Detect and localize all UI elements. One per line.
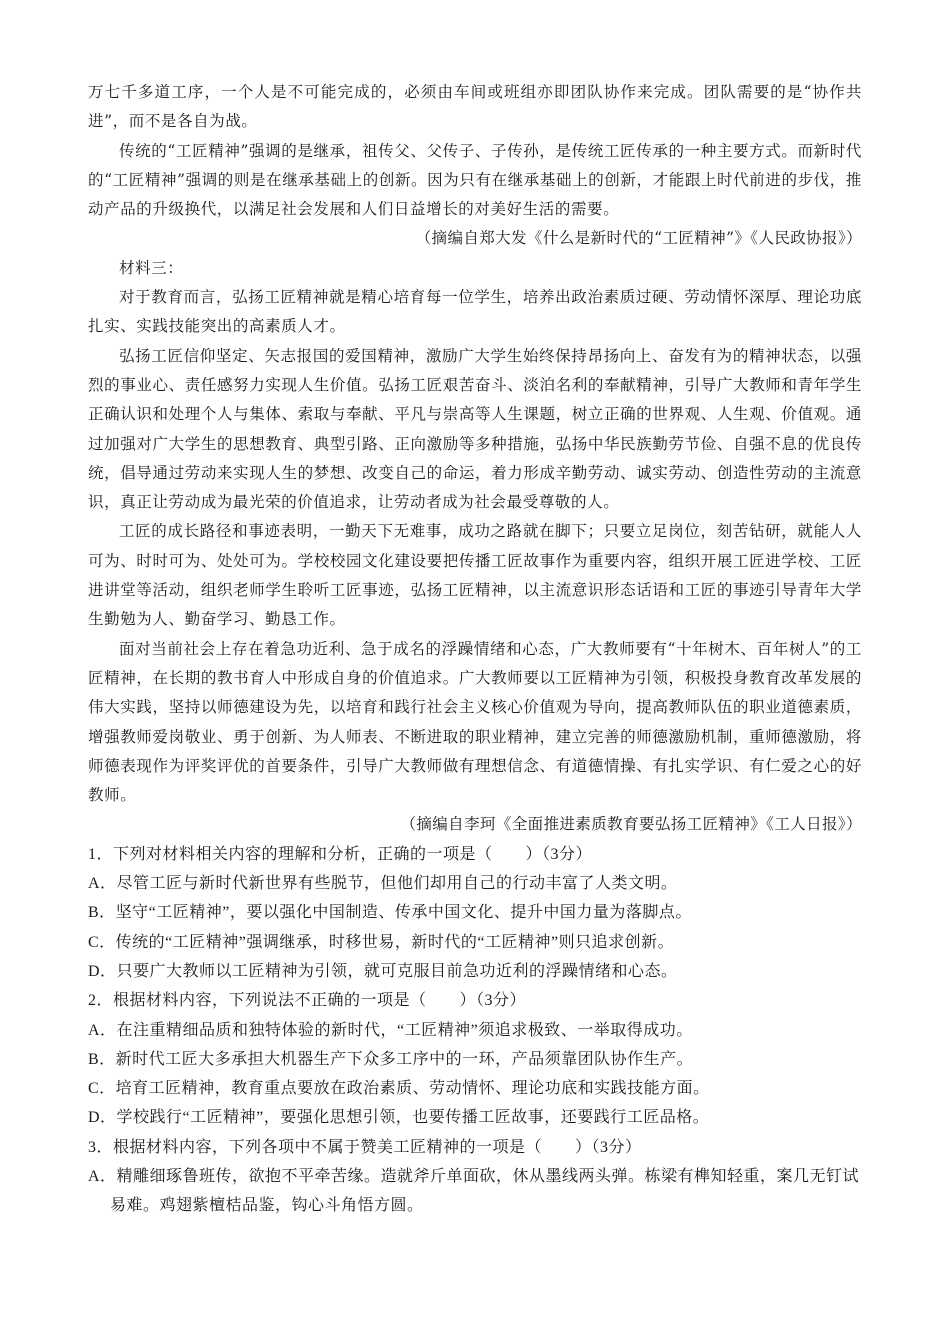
document-page [88,78,862,1221]
material3-heading: 材料三： [119,258,184,277]
option-d: D．学校践行“工匠精神”，要强化思想引领，也要传播工匠故事，还要践行工匠品格。 [88,1109,710,1127]
material3-paragraph-1: 对于教育而言，弘扬工匠精神就是精心培育每一位学生，培养出政治素质过硬、劳动情怀深厚、理论功底扎实、实践技能突出的高素质人才。 [88,288,862,336]
option-a: A．精雕细琢鲁班传，欲抱不平牵苦缘。造就斧斤单面砍，休从墨线两头弹。栋梁有榫知轻重，案几无钉试易难。鸡翅紫檀桔品鉴，钩心斗角悟方圆。 [88,1167,860,1215]
material3-paragraph-4: 面对当前社会上存在着急功近利、急于成名的浮躁情绪和心态，广大教师要有“十年树木、百年树人”的工匠精神，在长期的教书育人中形成自身的价值追求。广大教师要以工匠精神为引领，积极投身教育改革发展的伟大实践，坚持以师德建设为先，以培育和践行社会主义核心价值观为导向，提高教师队伍的职业道德素质，增强教师爱岗敬业、勇于创新、为人师表、不断进取的职业精神，建立完善的师德激励机制，重师德激励，将师德表现作为评奖评优的首要条件，引导广大教师做有理想信念、有道德情操、有扎实学识、有仁爱之心的好教师。 [88,639,862,805]
paragraph-top-1: 万七千多道工序，一个人是不可能完成的，必须由车间或班组亦即团队协作来完成。团队需要的是“协作共进”，而不是各自为战。 [88,83,862,131]
material3-paragraph-3: 工匠的成长路径和事迹表明，一勤天下无难事，成功之路就在脚下；只要立足岗位，刻苦钻研，就能人人可为、时时可为、处处可为。学校校园文化建设要把传播工匠故事作为重要内容，组织开展工匠进学校、工匠进讲堂等活动，组织老师学生聆听工匠事迹，弘扬工匠精神，以主流意识形态话语和工匠的事迹引导青年大学生勤勉为人、勤奋学习、勤恳工作。 [88,522,862,629]
question-1 [88,840,862,986]
option-b: B．新时代工匠大多承担大机器生产下众多工序中的一环，产品须靠团队协作生产。 [88,1050,694,1068]
material3-paragraph-2: 弘扬工匠信仰坚定、矢志报国的爱国精神，激励广大学生始终保持昂扬向上、奋发有为的精神状态，以强烈的事业心、责任感努力实现人生价值。弘扬工匠艰苦奋斗、淡泊名利的奉献精神，引导广大教师和青年学生正确认识和处理个人与集体、索取与奉献、平凡与崇高等人生课题，树立正确的世界观、人生观、价值观。通过加强对广大学生的思想教育、典型引路、正向激励等多种措施，弘扬中华民族勤劳节俭、自强不息的优良传统，倡导通过劳动来实现人生的梦想、改变自己的命运，着力形成辛勤劳动、诚实劳动、创造性劳动的主流意识，真正让劳动成为最光荣的价值追求，让劳动者成为社会最受尊敬的人。 [88,346,862,512]
option-b: B．坚守“工匠精神”，要以强化中国制造、传承中国文化、提升中国力量为落脚点。 [88,904,692,922]
source-citation-2: （摘编自李珂《全面推进素质教育要弘扬工匠精神》《工人日报》） [400,815,862,834]
question-2 [88,986,862,1132]
option-a: A．尽管工匠与新时代新世界有些脱节，但他们却用自己的行动丰富了人类文明。 [88,875,678,893]
question-stem: 3．根据材料内容，下列各项中不属于赞美工匠精神的一项是（ ）（3分） [88,1138,642,1156]
option-c: C．培育工匠精神，教育重点要放在政治素质、劳动情怀、理论功底和实践技能方面。 [88,1080,710,1098]
question-3 [88,1133,862,1221]
option-d: D．只要广大教师以工匠精神为引领，就可克服目前急功近利的浮躁情绪和心态。 [88,962,678,980]
source-citation-1: （摘编自郑大发《什么是新时代的“工匠精神”》《人民政协报》） [415,229,862,248]
question-stem: 1．下列对材料相关内容的理解和分析，正确的一项是（ ）（3分） [88,845,593,863]
option-a: A．在注重精细品质和独特体验的新时代，“工匠精神”须追求极致、一举取得成功。 [88,1021,693,1039]
paragraph-top-2: 传统的“工匠精神”强调的是继承，祖传父、父传子、子传孙，是传统工匠传承的一种主要方式。而新时代的“工匠精神”强调的则是在继承基础上的创新。因为只有在继承基础上的创新，才能跟上时代前进的步伐，推动产品的升级换代，以满足社会发展和人们日益增长的对美好生活的需要。 [88,141,862,219]
option-c: C．传统的“工匠精神”强调继承，时移世易，新时代的“工匠精神”则只追求创新。 [88,933,675,951]
question-stem: 2．根据材料内容，下列说法不正确的一项是（ ）（3分） [88,992,527,1010]
